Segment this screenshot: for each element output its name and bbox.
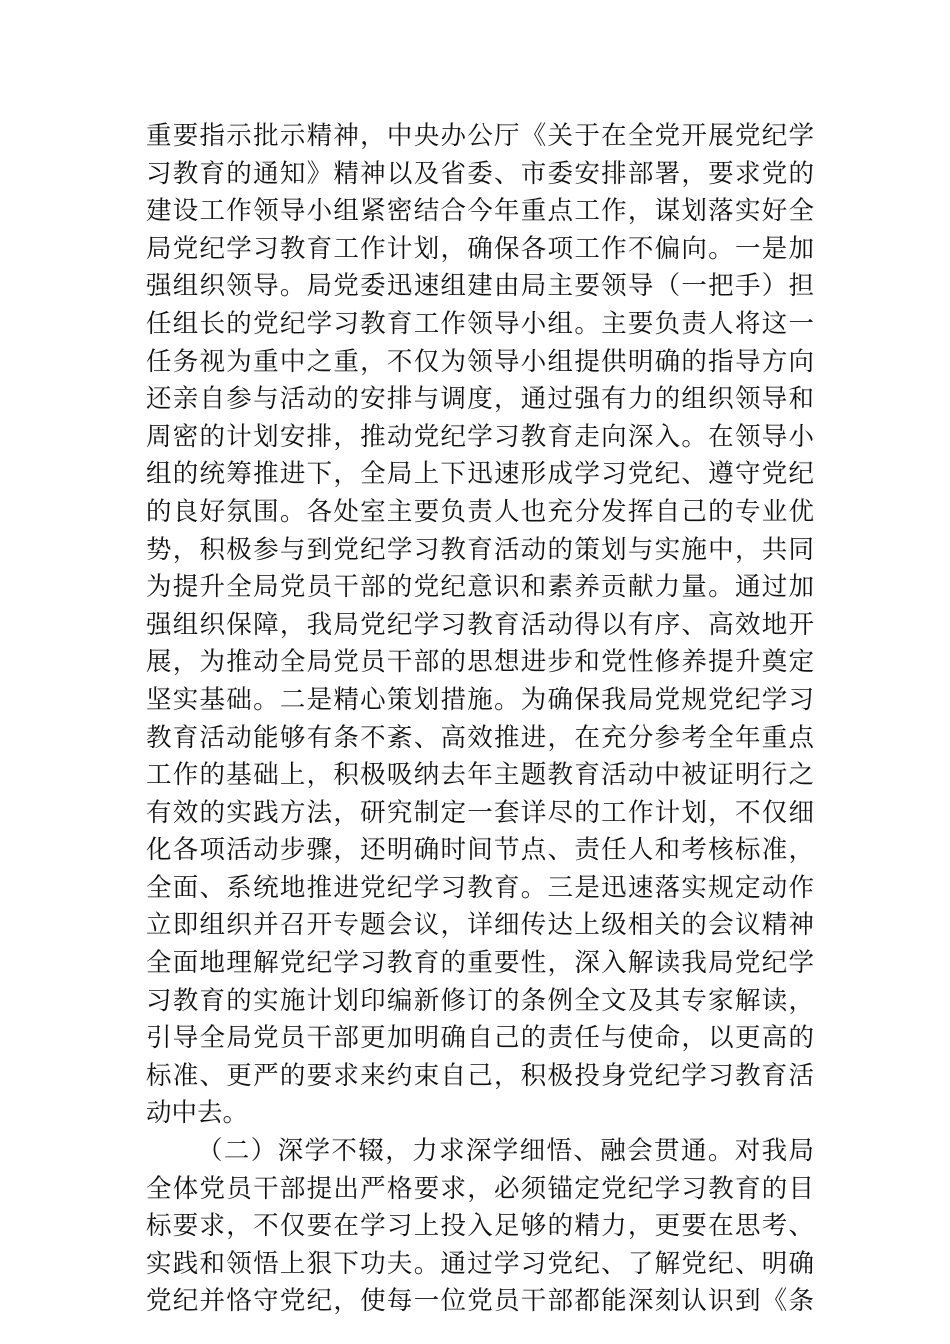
text-line: 重要指示批示精神，中央办公厅《关于在全党开展党纪学 [146,121,814,151]
text-line: 任务视为重中之重，不仅为领导小组提供明确的指导方向 [146,346,814,377]
text-line: 任组长的党纪学习教育工作领导小组。主要负责人将这一 [146,308,814,339]
text-line: 强组织领导。局党委迅速组建由局主要领导（一把手）担 [146,271,814,302]
text-line: 习教育的通知》精神以及省委、市委安排部署，要求党的 [146,158,814,189]
text-line: 为提升全局党员干部的党纪意识和素养贡献力量。通过加 [146,572,814,603]
text-line: 标要求，不仅要在学习上投入足够的精力，更要在思考、 [146,1211,814,1242]
text-line: 周密的计划安排，推动党纪学习教育走向深入。在领导小 [146,421,814,452]
text-line: 引导全局党员干部更加明确自己的责任与使命，以更高的 [146,1023,814,1054]
text-line: 全面、系统地推进党纪学习教育。三是迅速落实规定动作 [146,872,814,903]
text-line: 教育活动能够有条不紊、高效推进，在充分参考全年重点 [146,722,814,753]
text-line: 全体党员干部提出严格要求，必须锚定党纪学习教育的目 [146,1173,814,1204]
text-line: 党纪并恪守党纪，使每一位党员干部都能深刻认识到《条 [146,1286,814,1317]
text-line: 坚实基础。二是精心策划措施。为确保我局党规党纪学习 [146,684,814,715]
text-line: 局党纪学习教育工作计划，确保各项工作不偏向。一是加 [146,233,814,264]
text-line: 还亲自参与活动的安排与调度，通过强有力的组织领导和 [146,384,814,415]
paragraph-end-line: 动中去。 [146,1098,249,1129]
text-line: 组的统筹推进下，全局上下迅速形成学习党纪、遵守党纪 [146,459,814,490]
text-line: 化各项活动步骤，还明确时间节点、责任人和考核标准， [146,835,814,866]
text-line: 展，为推动全局党员干部的思想进步和党性修养提升奠定 [146,647,814,678]
text-line: 的良好氛围。各处室主要负责人也充分发挥自己的专业优 [146,496,814,527]
text-line: 立即组织并召开专题会议，详细传达上级相关的会议精神 [146,910,814,941]
text-line: 强组织保障，我局党纪学习教育活动得以有序、高效地开 [146,609,814,640]
text-line: 实践和领悟上狠下功夫。通过学习党纪、了解党纪、明确 [146,1248,814,1279]
body-text [146,118,814,1321]
text-line: 工作的基础上，积极吸纳去年主题教育活动中被证明行之 [146,760,814,791]
text-line: 有效的实践方法，研究制定一套详尽的工作计划，不仅细 [146,797,814,828]
text-line: 标准、更严的要求来约束自己，积极投身党纪学习教育活 [146,1060,814,1091]
text-line: 势，积极参与到党纪学习教育活动的策划与实施中，共同 [146,534,814,565]
section-heading-line: （二）深学不辍，力求深学细悟、融会贯通。对我局 [197,1136,814,1167]
text-line: 习教育的实施计划印编新修订的条例全文及其专家解读， [146,985,814,1016]
text-line: 建设工作领导小组紧密结合今年重点工作，谋划落实好全 [146,196,814,227]
text-line: 全面地理解党纪学习教育的重要性，深入解读我局党纪学 [146,948,814,979]
